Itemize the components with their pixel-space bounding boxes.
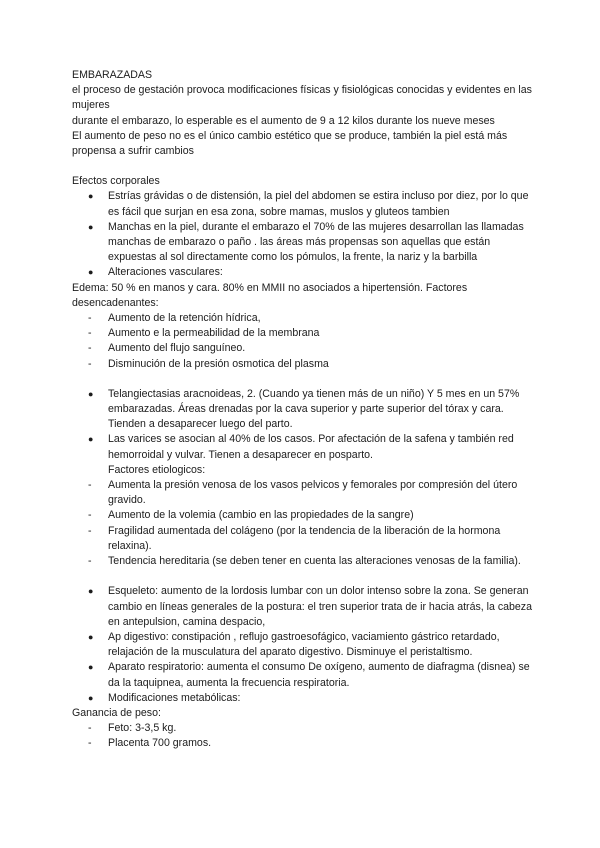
list-item (72, 478, 532, 508)
dash-icon: - (88, 312, 92, 325)
list-item-text: Estrías grávidas o de distensión, la piel del abdomen se estira incluso por diez, por lo que es fácil que surjan en esa zona, sobre mamas, muslos y gluteos tambien (108, 190, 529, 218)
bullet-dot-icon: ● (88, 662, 94, 673)
dash-icon: - (88, 555, 92, 568)
section-heading: Efectos corporales (72, 175, 160, 188)
list-item (72, 432, 532, 462)
dash-icon: - (88, 524, 92, 537)
spacer (72, 159, 532, 174)
dash-icon: - (88, 722, 92, 735)
spacer (72, 569, 532, 584)
list-item (72, 584, 532, 630)
list-item-text: Modificaciones metabólicas: (108, 691, 241, 704)
list-item (72, 265, 532, 280)
bullet-dot-icon: ● (88, 267, 94, 278)
list-item (72, 387, 532, 433)
list-item-text: Ap digestivo: constipación , reflujo gastroesofágico, vaciamiento gástrico retardado, relajación de la musculatura del aparato digestivo. Disminuye el peristaltismo. (108, 630, 500, 659)
list-item (72, 721, 532, 736)
intro-paragraph: durante el embarazo, lo esperable es el aumento de 9 a 12 kilos durante los nueve meses (72, 114, 495, 127)
list-item-text: Aumento e la permeabilidad de la membrana (108, 327, 320, 340)
list-item-text: Esqueleto: aumento de la lordosis lumbar con un dolor intenso sobre la zona. Se generan cambio en líneas generales de la postura: el tren superior trata de ir hacia atrás, la cabeza en antepulsion, camina despacio, (108, 585, 532, 628)
dash-icon: - (88, 357, 92, 370)
dash-icon: - (88, 509, 92, 522)
bullet-dot-icon: ● (88, 191, 94, 202)
list-item (72, 630, 532, 660)
bullet-dot-icon: ● (88, 586, 94, 597)
list-item (72, 189, 532, 219)
list-item-text: Aparato respiratorio: aumenta el consumo De oxígeno, aumento de diafragma (disnea) se da la taquipnea, aumenta la frecuencia respiratoria. (108, 661, 530, 689)
list-item (72, 220, 532, 266)
list-item-text: Disminución de la presión osmotica del plasma (108, 357, 329, 370)
list-item-text: Aumento de la volemia (cambio en las propiedades de la sangre) (108, 509, 414, 522)
list-item-text: Placenta 700 gramos. (108, 737, 212, 750)
dash-icon: - (88, 479, 92, 492)
list-item-text: Fragilidad aumentada del colágeno (por la tendencia de la liberación de la hormona relaxina). (108, 524, 501, 552)
document-page (72, 68, 532, 752)
list-item-text: Feto: 3-3,5 kg. (108, 722, 177, 735)
bullet-dot-icon: ● (88, 434, 94, 445)
intro-paragraph: el proceso de gestación provoca modificaciones físicas y fisiológicas conocidas y evidentes en las mujeres (72, 84, 532, 112)
bullet-dot-icon: ● (88, 221, 94, 232)
list-item (72, 357, 532, 372)
list-item (72, 326, 532, 341)
list-item-text: Aumenta la presión venosa de los vasos pelvicos y femorales por compresión del útero gravido. (108, 479, 518, 507)
list-item-text: Manchas en la piel, durante el embarazo el 70% de las mujeres desarrollan las llamadas manchas de embarazo o paño . las áreas más propensas son aquellas que están expuestas al sol directamente como los pómulos, la frente, la nariz y la barbilla (108, 220, 524, 264)
weight-heading: Ganancia de peso: (72, 706, 161, 719)
list-item-text: Telangiectasias aracnoideas, 2. (Cuando ya tienen más de un niño) Y 5 mes en un 57% embarazadas. Áreas drenadas por la cava superior y parte superior del tórax y cara. Tienden a desaparecer luego del parto. (108, 387, 520, 431)
bullet-dot-icon: ● (88, 388, 94, 399)
dash-icon: - (88, 327, 92, 340)
list-item (72, 691, 532, 706)
list-item-text: Alteraciones vasculares: (108, 266, 223, 279)
dash-icon: - (88, 342, 92, 355)
etiology-heading: Factores etiologicos: (108, 463, 206, 476)
list-item-text: Tendencia hereditaria (se deben tener en cuenta las alteraciones venosas de la familia). (108, 555, 521, 568)
bullet-dot-icon: ● (88, 631, 94, 642)
list-item-text: Aumento del flujo sanguíneo. (108, 342, 246, 355)
bullet-dot-icon: ● (88, 692, 94, 703)
list-item (72, 736, 532, 751)
list-item (72, 554, 532, 569)
dash-icon: - (88, 737, 92, 750)
list-item (72, 311, 532, 326)
edema-paragraph: Edema: 50 % en manos y cara. 80% en MMII no asociados a hipertensión. Factores desencadenantes: (72, 281, 468, 309)
list-item-text: Aumento de la retención hídrica, (108, 312, 261, 325)
list-item (72, 508, 532, 523)
document-title: EMBARAZADAS (72, 69, 153, 81)
spacer (72, 372, 532, 387)
list-item-text: Las varices se asocian al 40% de los casos. Por afectación de la safena y también red hemorroidal y vulvar. Tienen a desaparecer en posparto. (108, 433, 514, 461)
list-item (72, 524, 532, 554)
list-item (72, 660, 532, 690)
intro-paragraph: El aumento de peso no es el único cambio estético que se produce, también la piel está más propensa a sufrir cambios (72, 129, 508, 158)
list-item (72, 341, 532, 356)
